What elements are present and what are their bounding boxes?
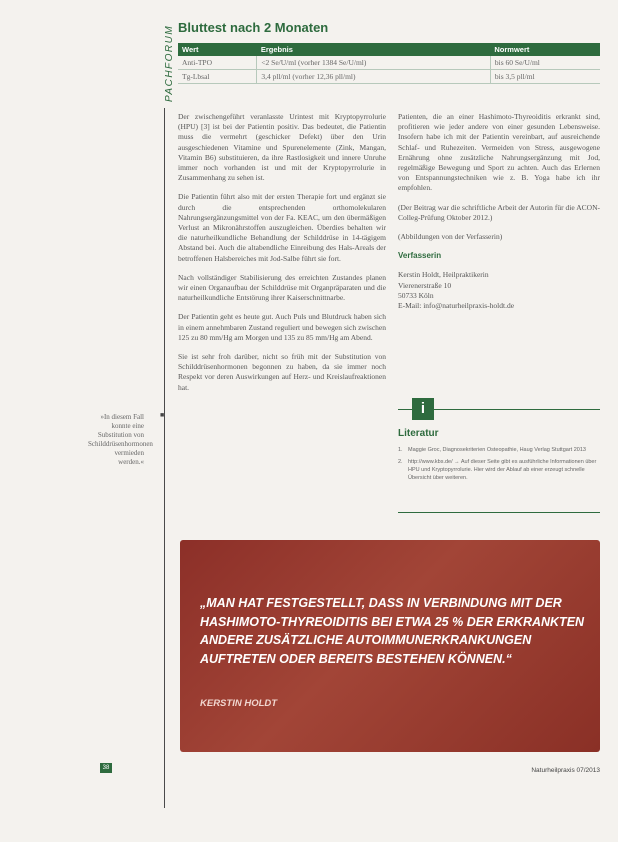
author-street: Vierenerstraße 10 bbox=[398, 280, 452, 290]
author-block bbox=[398, 251, 600, 311]
author-heading: Verfasserin bbox=[398, 251, 442, 261]
section-label: PACHFORUM bbox=[164, 24, 175, 102]
lab-results-table bbox=[178, 43, 600, 84]
header-wert: Wert bbox=[178, 43, 257, 56]
table-row bbox=[178, 56, 600, 70]
table-cell: bis 3,5 pll/ml bbox=[490, 70, 600, 84]
body-paragraph: (Abbildungen von der Verfasserin) bbox=[398, 232, 503, 242]
body-paragraph: Die Patientin führt also mit der ersten Therapie fort und ergänzt sie durch die entsprechenden orthomolekularen Nahrungsergänzungsmittel von der Fa. KEAC, um den übermäßigen Verlust an Mikronährstoffen auszugleichen. Überdies behalten wir die naturheilkundliche Behandlung der Schilddrüse in 14-tägigem Abstand bei. Auch die altabendliche Einreibung des Hals-Areals der betroffenen Halsbereiches mit Jod-Salbe führt sie fort. bbox=[178, 192, 386, 263]
list-item-number: 1. bbox=[398, 447, 403, 453]
article-column-left bbox=[178, 112, 386, 402]
list-item bbox=[398, 446, 600, 454]
column-divider-line bbox=[164, 108, 165, 808]
list-item-text: http://www.kbs.de/ → Auf dieser Seite gibt es ausführliche Informationen über HPU und Kryptopyrrolurie. Hier wird der Ablauf ab einer erzeugt schnelle Übersicht über weiteren. bbox=[408, 459, 597, 481]
header-normwert: Normwert bbox=[490, 43, 600, 56]
list-item-number: 2. bbox=[398, 459, 403, 465]
author-city: 50733 Köln bbox=[398, 290, 434, 300]
quote-author: KERSTIN HOLDT bbox=[200, 698, 278, 709]
body-paragraph: Sie ist sehr froh darüber, nicht so früh mit der Substitution von Schilddrüsenhormonen begonnen zu haben, da sie immer noch Respekt vor deren Auswirkungen auf Herz- und Kreislaufreaktionen hat. bbox=[178, 352, 386, 392]
header-ergebnis: Ergebnis bbox=[257, 43, 491, 56]
author-name: Kerstin Holdt, Heilpraktikerin bbox=[398, 270, 489, 280]
table-cell: Anti-TPO bbox=[178, 56, 257, 70]
table-cell: 3,4 pll/ml (vorher 12,36 pll/ml) bbox=[257, 70, 491, 84]
body-paragraph: (Der Beitrag war die schriftliche Arbeit der Autorin für die ACON-Colleg-Prüfung Oktober 2012.) bbox=[398, 202, 600, 222]
table-cell: bis 60 Se/U/ml bbox=[490, 56, 600, 70]
body-paragraph: Patienten, die an einer Hashimoto-Thyreoiditis erkrankt sind, profitieren wie jeder andere von einer gesunden Lebensweise. Insofern habe ich mit der Patientin vereinbart, auf ausreichende Schlaf- und Ruhezeiten. Vermeiden von Stress, ausgewogene Ernährung ohne zusätzliche Nahrungsergänzung mit Jod, regelmäßige Bewegung und Sport zu achten. Auch das Erlernen von Entspannungstechniken wie z. B. Yoga habe ich ihr empfohlen. bbox=[398, 112, 600, 193]
body-paragraph: Der zwischengeführt veranlasste Urintest mit Kryptopyrrolurie (HPU) [3] ist bei der Patientin positiv. Das bedeutet, die Patientin muss die vermehrt (geschicker Defekt) über den Urin ausgeschiedenen Vitamine und Spurenelemente (Zink, Mangan, Vitamin B6) substituieren, da ihre Rastlosigkeit und innere Unruhe immer noch vorhanden ist und mit der Kryptopyrrolurie in Zusammenhang zu sehen ist. bbox=[178, 112, 386, 183]
quote-panel bbox=[180, 540, 600, 752]
table-cell: Tg-Lbsal bbox=[178, 70, 257, 84]
literature-list bbox=[398, 446, 600, 486]
table-header-row bbox=[178, 43, 600, 56]
author-email: E-Mail: info@naturheilpraxis-holdt.de bbox=[398, 301, 515, 311]
page-number: 38 bbox=[100, 763, 112, 773]
literature-bottom-rule bbox=[398, 512, 600, 513]
list-item bbox=[398, 458, 600, 482]
table-row bbox=[178, 70, 600, 84]
info-icon: i bbox=[412, 398, 434, 420]
body-paragraph: Nach vollständiger Stabilisierung des erreichten Zustandes planen wir einen Organaufbau der Schilddrüse mit Organpräparaten und die naturheilkundliche Entstörung ihrer Kaiserschnittnarbe. bbox=[178, 272, 386, 303]
info-divider bbox=[398, 398, 600, 420]
pull-sidenote: »In diesem Fall konnte eine Substitution von Schilddrüsenhormonen vermieden werden.« bbox=[88, 413, 153, 466]
table-cell: <2 Se/U/ml (vorher 1384 Se/U/ml) bbox=[257, 56, 491, 70]
list-item-text: Maggie Groc, Diagnosekriterien Osteopathie, Haug Verlag Stuttgart 2013 bbox=[408, 447, 586, 453]
footer-issue: Naturheilpraxis 07/2013 bbox=[531, 767, 600, 774]
sidenote-marker: ■ bbox=[160, 411, 165, 419]
article-column-right bbox=[398, 112, 600, 311]
literature-heading: Literatur bbox=[398, 428, 439, 439]
table-title: Bluttest nach 2 Monaten bbox=[178, 20, 329, 35]
body-paragraph: Der Patientin geht es heute gut. Auch Puls und Blutdruck haben sich in einem annehmbaren Zustand reguliert und bewegen sich zwischen 125 zu 80 mm/Hg am Morgen und 135 zu 85 mm/Hg am Abend. bbox=[178, 312, 386, 342]
quote-text: „MAN HAT FESTGESTELLT, DASS IN VERBINDUNG MIT DER HASHIMOTO-THYREOIDITIS BEI ETWA 25 % DER ERKRANKTEN ANDERE ZUSÄTZLICHE AUTOIMMUNERKRANKUNGEN AUFTRETEN ODER BEREITS BESTEHEN KÖNNEN.“ bbox=[200, 596, 585, 666]
